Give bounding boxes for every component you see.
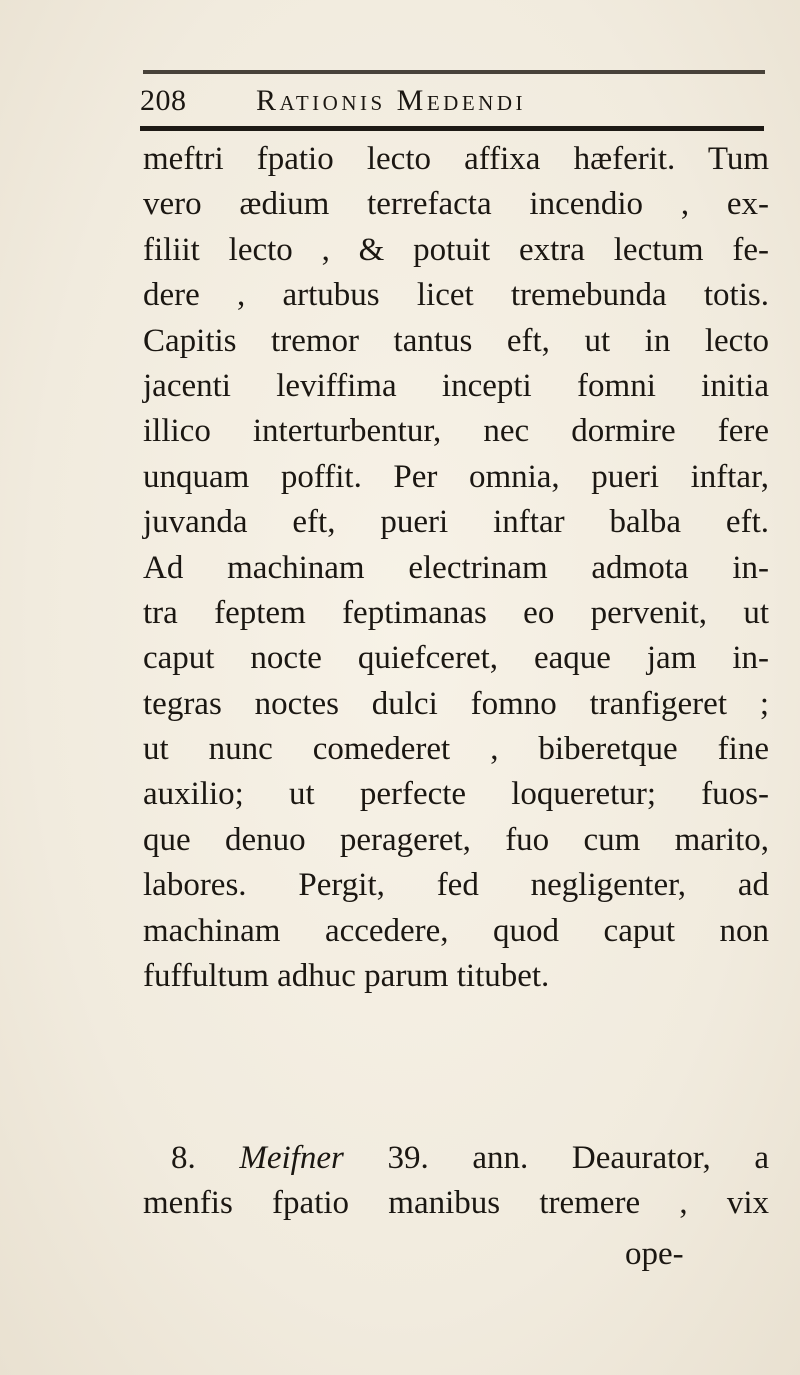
- text-line: labores. Pergit, fed negligenter, ad: [143, 867, 769, 904]
- text-line: que denuo perageret, fuo cum marito,: [143, 821, 769, 858]
- catchword: ope-: [625, 1236, 684, 1272]
- text-line-last: fuffultum adhuc parum titubet.: [143, 958, 550, 995]
- text-line: machinam accedere, quod caput non: [143, 912, 769, 949]
- text-line: vero ædium terrefacta incendio , ex-: [143, 186, 769, 223]
- case-heading-rest: 39. ann. Deaurator, a: [387, 1140, 769, 1176]
- text-line: illico interturbentur, nec dormire fere: [143, 413, 769, 450]
- text-line: ut nunc comederet , biberetque fine: [143, 731, 769, 768]
- page-number: 208: [140, 84, 187, 117]
- case-author-name: Meifner: [239, 1140, 344, 1176]
- text-line: Capitis tremor tantus eft, ut in lecto: [143, 322, 769, 359]
- text-line: auxilio; ut perfecte loqueretur; fuos-: [143, 776, 769, 813]
- header-rule-top: [143, 70, 765, 74]
- text-line: menfis fpatio manibus tremere , vix: [143, 1185, 769, 1222]
- header-rule-bottom: [140, 126, 764, 131]
- text-line: caput nocte quiefceret, eaque jam in-: [143, 640, 769, 677]
- text-line: dere , artubus licet tremebunda totis.: [143, 277, 769, 314]
- text-line: tra feptem feptimanas eo pervenit, ut: [143, 594, 769, 631]
- text-line: jacenti leviffima incepti fomni initia: [143, 367, 769, 404]
- case-heading-line: [143, 1136, 769, 1181]
- paragraph-2: [143, 1136, 769, 1227]
- text-line: unquam poffit. Per omnia, pueri inftar,: [143, 458, 769, 495]
- text-line: Ad machinam electrinam admota in-: [143, 549, 769, 586]
- text-line: meftri fpatio lecto affixa hæferit. Tum: [143, 141, 769, 177]
- page-header: [140, 84, 768, 120]
- text-line: tegras noctes dulci fomno tranfigeret ;: [143, 685, 769, 722]
- running-title: Rationis Medendi: [256, 84, 526, 117]
- text-line: filiit lecto , & potuit extra lectum fe-: [143, 231, 769, 268]
- case-number: 8.: [171, 1140, 196, 1176]
- text-line: juvanda eft, pueri inftar balba eft.: [143, 504, 769, 541]
- paragraph-1: [143, 137, 769, 999]
